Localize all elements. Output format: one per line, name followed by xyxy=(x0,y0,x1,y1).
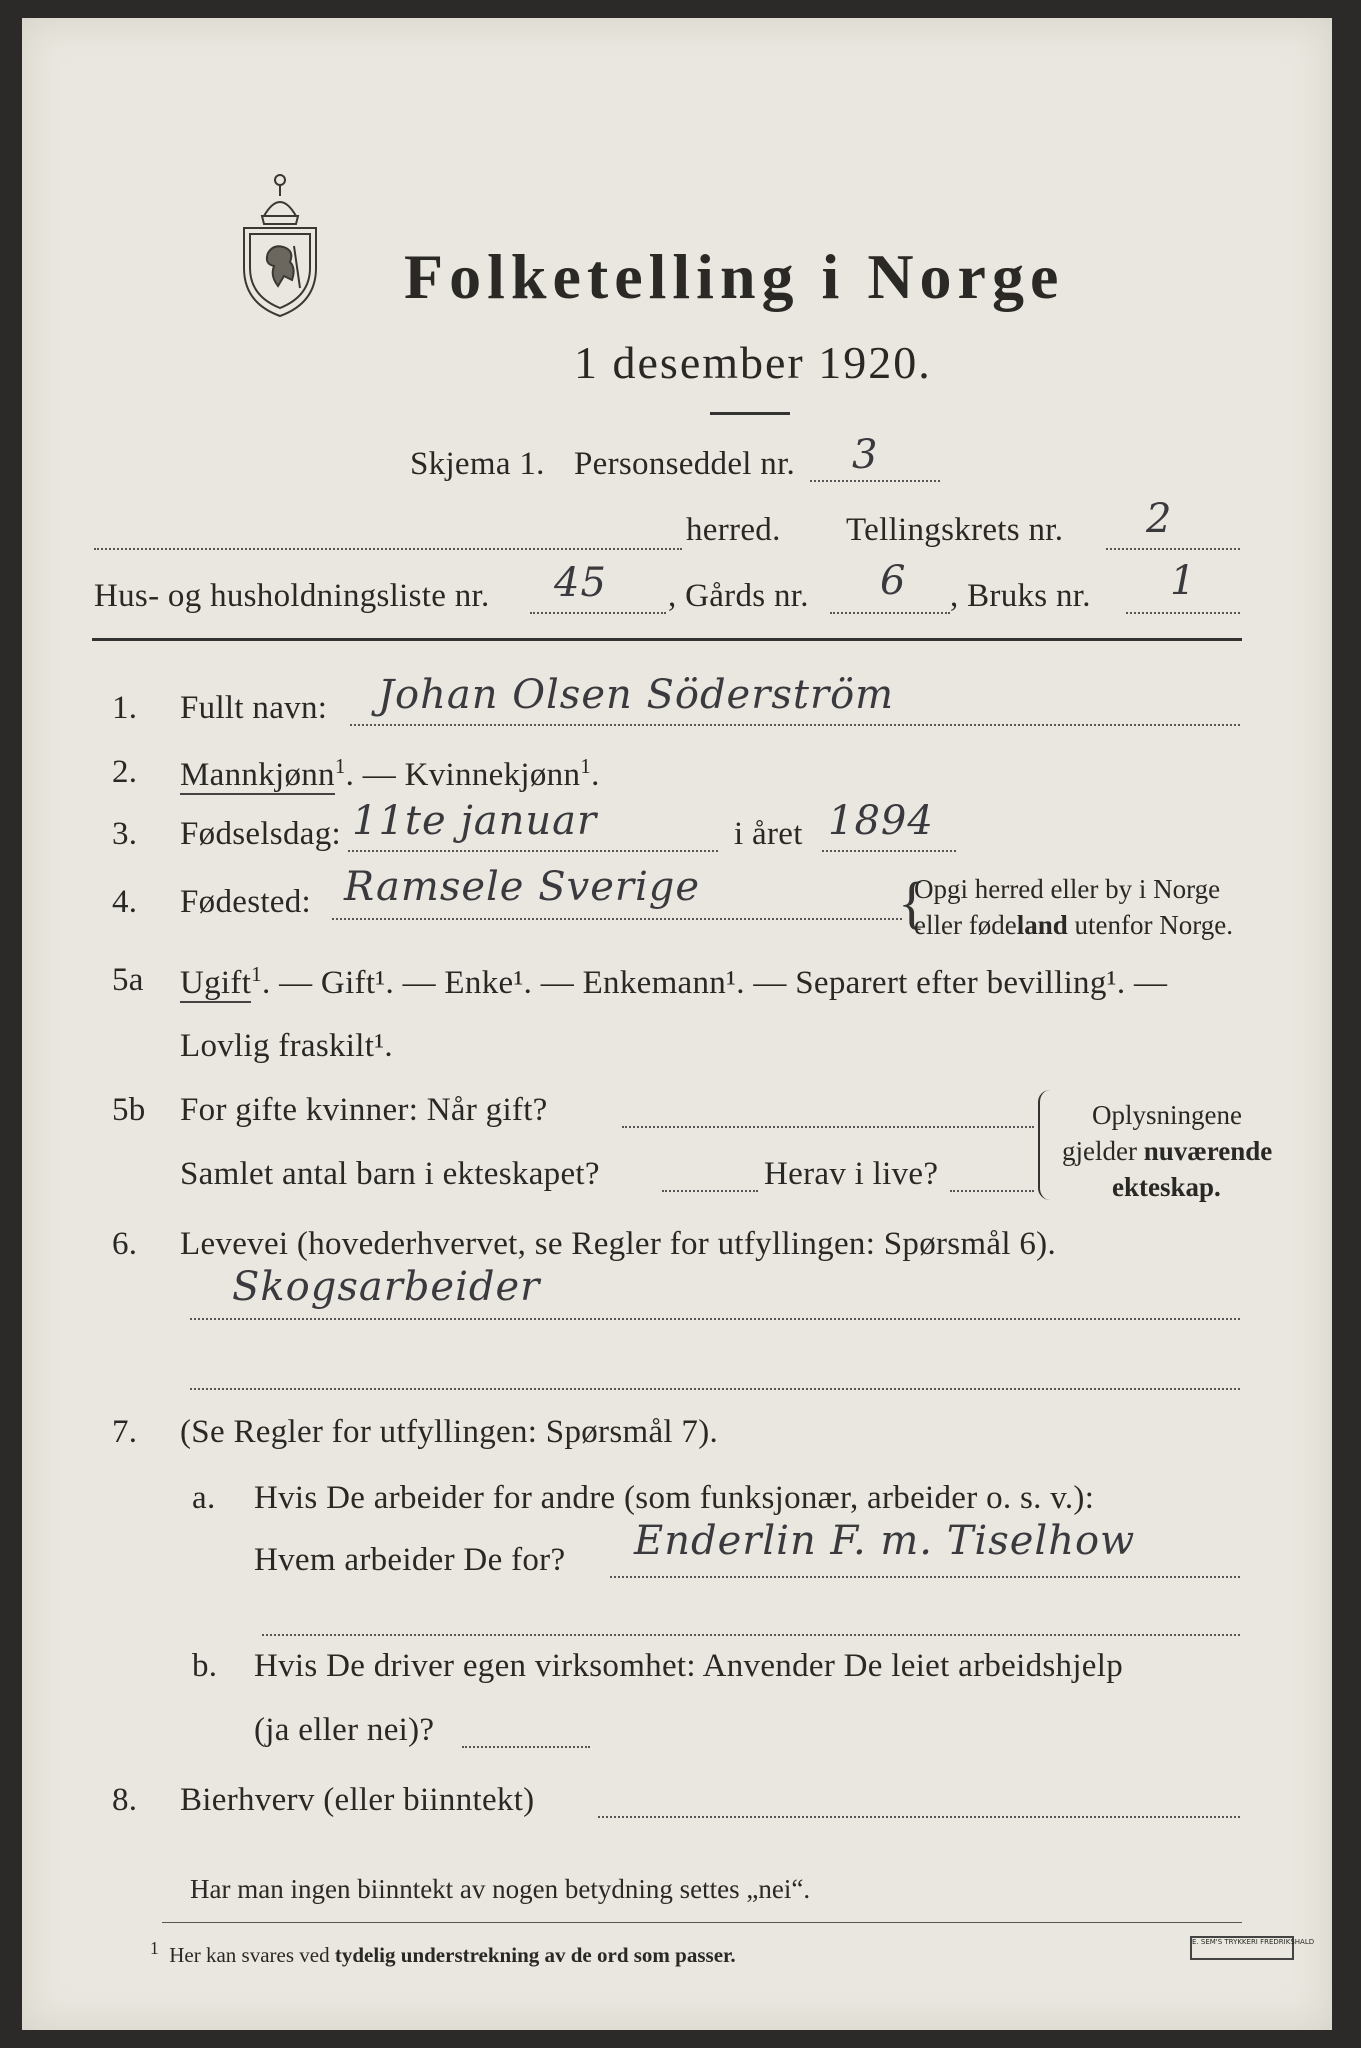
q7-number: 7. xyxy=(112,1414,138,1450)
q7a-line xyxy=(610,1576,1240,1578)
mannkjonn-option[interactable]: Mannkjønn xyxy=(180,757,335,793)
tellingskrets-line xyxy=(1106,548,1240,550)
q7a-line-extra xyxy=(262,1634,1240,1636)
gards-value[interactable]: 6 xyxy=(880,558,907,604)
q7a-line2: Hvem arbeider De for? xyxy=(254,1542,566,1578)
q5b-note2: gjelder nuværende xyxy=(1062,1136,1273,1166)
q1-label: Fullt navn: xyxy=(180,690,328,726)
q2-end: . xyxy=(591,757,600,793)
q5a-line2: Lovlig fraskilt¹. xyxy=(180,1028,393,1064)
kvinnekjonn-option[interactable]: Kvinnekjønn xyxy=(404,757,581,793)
q5b-brace xyxy=(1038,1090,1056,1200)
q7b-line2: (ja eller nei)? xyxy=(254,1712,435,1748)
q7-label: (Se Regler for utfyllingen: Spørsmål 7). xyxy=(180,1414,719,1450)
q3-birthday-line xyxy=(348,850,718,852)
occupation-value[interactable]: Skogsarbeider xyxy=(232,1264,541,1310)
personseddel-line xyxy=(810,480,940,482)
bruks-value[interactable]: 1 xyxy=(1170,558,1197,604)
gards-label: , Gårds nr. xyxy=(668,578,809,614)
q5b-number: 5b xyxy=(112,1092,146,1128)
norwegian-coat-of-arms-icon xyxy=(234,168,326,318)
q3-year-line xyxy=(822,850,956,852)
bruks-line xyxy=(1126,612,1240,614)
q5b-note1: Oplysningene xyxy=(1092,1100,1242,1130)
tellingskrets-label: Tellingskrets nr. xyxy=(846,512,1064,548)
q6-number: 6. xyxy=(112,1226,138,1262)
q2-options: Mannkjønn$^1$. — Kvinnekjønn$^1$. xyxy=(180,754,600,793)
q5b-alive-line xyxy=(950,1190,1034,1192)
q3-label: Fødselsdag: xyxy=(180,816,341,852)
q1-number: 1. xyxy=(112,690,138,726)
q7a-line1: Hvis De arbeider for andre (som funksjonær, arbeider o. s. v.): xyxy=(254,1480,1095,1516)
q5b-herav: Herav i live? xyxy=(764,1156,939,1192)
q6-line1 xyxy=(190,1318,1240,1320)
bruks-label: , Bruks nr. xyxy=(950,578,1091,614)
q7b-line1: Hvis De driver egen virksomhet: Anvender De leiet arbeidshjelp xyxy=(254,1648,1124,1684)
q5a-options: Ugift$^1$. — Gift¹. — Enke¹. — Enkemann¹. — Separert efter bevilling¹. — xyxy=(180,962,1168,1001)
q7b-line xyxy=(462,1746,590,1748)
q1-line xyxy=(350,724,1240,726)
herred-line xyxy=(94,548,682,550)
q5a-number: 5a xyxy=(112,962,144,998)
q8-label: Bierhverv (eller biinntekt) xyxy=(180,1782,535,1818)
census-form xyxy=(22,18,1332,2030)
q2-separator: . — xyxy=(345,757,405,793)
title-divider xyxy=(710,412,790,415)
husholdning-value[interactable]: 45 xyxy=(554,560,607,606)
footer-divider xyxy=(162,1922,1242,1923)
birthplace-value[interactable]: Ramsele Sverige xyxy=(344,864,701,910)
q6-label: Levevei (hovederhvervet, se Regler for utfyllingen: Spørsmål 6). xyxy=(180,1226,1057,1262)
q5b-married-line xyxy=(622,1126,1034,1128)
q3-number: 3. xyxy=(112,816,138,852)
q5a-rest: . — Gift¹. — Enke¹. — Enkemann¹. — Separert efter bevilling¹. — xyxy=(261,965,1168,1001)
q4-line xyxy=(332,918,902,920)
birth-year-value[interactable]: 1894 xyxy=(828,798,934,844)
q3-year-label: i året xyxy=(734,816,803,852)
q6-line2 xyxy=(190,1388,1240,1390)
q2-number: 2. xyxy=(112,754,138,790)
gards-line xyxy=(830,612,950,614)
q5b-note3: ekteskap. xyxy=(1112,1172,1221,1202)
skjema-label: Skjema 1. xyxy=(410,446,545,482)
ugift-option[interactable]: Ugift xyxy=(180,965,252,1001)
q7b-letter: b. xyxy=(192,1648,218,1684)
q4-number: 4. xyxy=(112,884,138,920)
q5b-line1: For gifte kvinner: Når gift? xyxy=(180,1092,548,1128)
q8-number: 8. xyxy=(112,1782,138,1818)
q5b-children-line xyxy=(662,1190,758,1192)
q4-note-line1: Opgi herred eller by i Norge xyxy=(914,874,1221,904)
personseddel-value[interactable]: 3 xyxy=(852,432,879,478)
form-title: Folketelling i Norge xyxy=(404,241,1065,312)
husholdning-label: Hus- og husholdningsliste nr. xyxy=(94,578,490,614)
q7a-letter: a. xyxy=(192,1480,216,1516)
q4-label: Fødested: xyxy=(180,884,312,920)
personseddel-label: Personseddel nr. xyxy=(574,446,796,482)
full-name-value[interactable]: Johan Olsen Söderström xyxy=(378,672,895,718)
q5b-line2: Samlet antal barn i ekteskapet? xyxy=(180,1156,600,1192)
birthday-value[interactable]: 11te januar xyxy=(352,798,598,844)
header-divider xyxy=(92,638,1242,641)
q8-line xyxy=(598,1816,1240,1818)
husholdning-line xyxy=(530,612,666,614)
herred-label: herred. xyxy=(686,512,781,548)
q4-brace: { xyxy=(898,870,926,935)
q4-note-line2: eller fødeland utenfor Norge. xyxy=(914,910,1233,940)
footnote: $^1$ Her kan svares ved tydelig understrekning av de ord som passer. xyxy=(150,1938,736,1967)
footer-note: Har man ingen biinntekt av nogen betydning settes „nei“. xyxy=(190,1874,811,1904)
printer-stamp: E. SEM'S TRYKKERI FREDRIKSHALD xyxy=(1190,1936,1294,1960)
form-date: 1 desember 1920. xyxy=(574,337,932,388)
tellingskrets-value[interactable]: 2 xyxy=(1146,496,1173,542)
employer-value[interactable]: Enderlin F. m. Tiselhow xyxy=(634,1518,1136,1564)
